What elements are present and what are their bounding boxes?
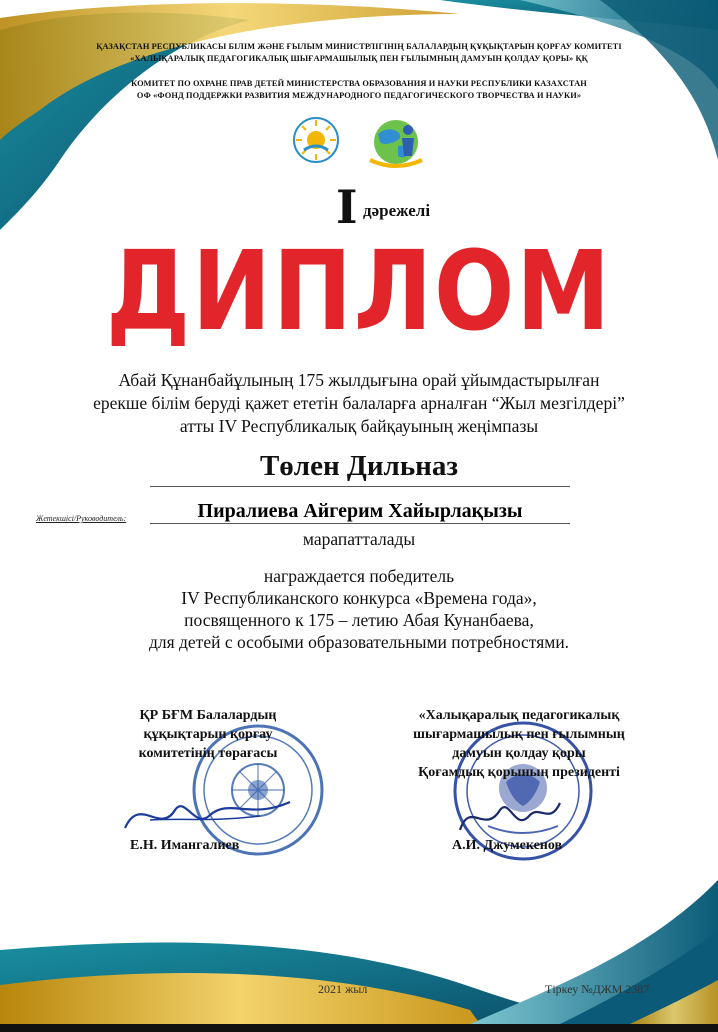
globe-children-icon [364,116,428,172]
right-signature-block [374,706,664,782]
diploma-title: ДИПЛОМ [105,227,613,355]
left-signer-name: Е.Н. Имангалиев [130,838,240,853]
winner-underline [150,486,570,487]
footer-registration: Тіркеу №ДЖМ 2387 [545,982,650,996]
leader-name: Пиралиева Айгерим Хайырлақызы [197,500,523,522]
right-signature-icon [455,795,565,840]
rus-text-line-2: IV Республиканского конкурса «Времена года», [181,588,537,608]
footer-year: 2021 жыл [318,982,368,996]
header-line-4: ОФ «ФОНД ПОДДЕРЖКИ РАЗВИТИЯ МЕЖДУНАРОДНОГО ПЕДАГОГИЧЕСКОГО ТВОРЧЕСТВА И НАУКИ» [136,91,582,100]
right-signature-line-3: дамуын қолдау қоры [452,746,586,761]
header-line-1: ҚАЗАҚСТАН РЕСПУБЛИКАСЫ БІЛІМ ЖӘНЕ ҒЫЛЫМ МИНИСТРЛІГІНІҢ БАЛАЛАРДЫҢ ҚҰҚЫҚТАРЫН ҚОРҒАУ КОМИТЕТІ [96,42,622,51]
leader-underline [150,523,570,524]
rus-text-line-3: посвященного к 175 – летию Абая Кунанбаева, [184,610,534,630]
winner-name: Төлен Дильназ [259,450,459,482]
left-signature-block [98,706,318,763]
right-signer-name: А.И. Джумекенов [452,838,563,853]
rus-text-line-1: награждается победитель [263,566,455,586]
leader-label: Жетекшісі/Руководитель: [36,514,127,523]
right-signature-line-1: «Халықаралық педагогикалық [418,708,620,723]
right-signature-line-4: Қоғамдық қорының президенті [418,765,620,780]
left-signature-line-1: ҚР БҒМ Балалардың [139,708,277,723]
degree-number: I [336,180,358,234]
header-line-2: «ХАЛЫҚАРАЛЫҚ ПЕДАГОГИКАЛЫҚ ШЫҒАРМАШЫЛЫҚ ПЕН ҒЫЛЫМНЫҢ ДАМУЫН ҚОЛДАУ ҚОРЫ» ҚҚ [130,54,588,63]
left-signature-line-3: комитетінің төрағасы [138,746,278,761]
right-signature-line-2: шығармашылық пен ғылымның [413,727,625,742]
kz-text-line-3: атты IV Республикалық байқауының жеңімпазы [179,416,539,436]
awarded-text: марапатталады [302,529,416,549]
kz-text-line-2: ерекше білім беруді қажет ететін балаларға арналған “Жыл мезгілдері” [93,393,625,413]
rus-text-line-4: для детей с особыми образовательными потребностями. [148,632,570,652]
sun-emblem-icon [292,116,340,168]
degree-word: дәрежелі [363,201,431,220]
left-signature-line-2: құқықтарын қорғау [143,727,273,742]
bottom-strip [0,1024,718,1032]
header-line-3: КОМИТЕТ ПО ОХРАНЕ ПРАВ ДЕТЕЙ МИНИСТЕРСТВА ОБРАЗОВАНИЯ И НАУКИ РЕСПУБЛИКИ КАЗАХСТАН [131,79,587,88]
left-signature-icon [120,790,300,840]
kz-text-line-1: Абай Құнанбайұлының 175 жылдығына орай ұйымдастырылған [118,370,600,390]
